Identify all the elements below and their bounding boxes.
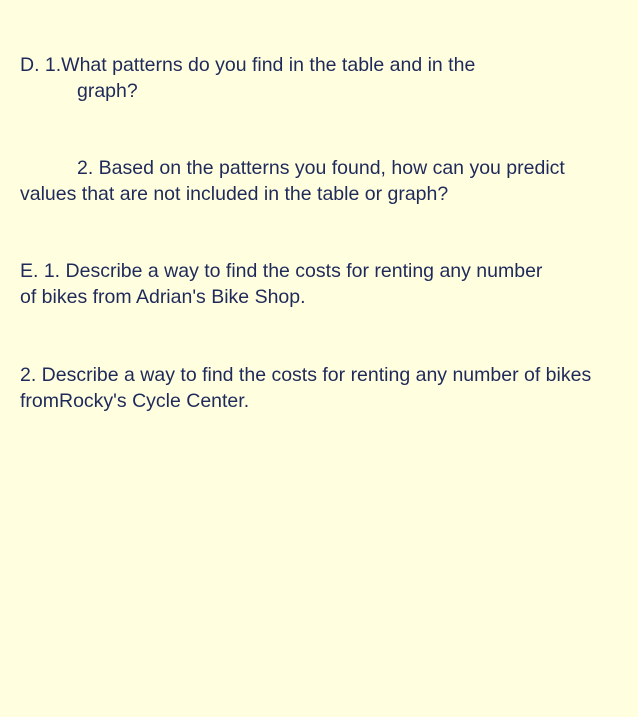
question-d2-line-2: values that are not included in the table or graph?: [20, 183, 449, 205]
question-e2-line-2: fromRocky's Cycle Center.: [20, 390, 250, 412]
question-e1-line-2: of bikes from Adrian's Bike Shop.: [20, 286, 306, 308]
question-d1-line-2: graph?: [77, 80, 138, 102]
question-e2-line-1: 2. Describe a way to find the costs for renting any number of bikes: [20, 364, 592, 386]
question-e1-line-1: E. 1. Describe a way to find the costs for renting any number: [20, 260, 543, 282]
question-d1-line-1: D. 1.What patterns do you find in the table and in the: [20, 54, 476, 76]
question-d2-line-1: 2. Based on the patterns you found, how can you predict: [77, 157, 565, 179]
